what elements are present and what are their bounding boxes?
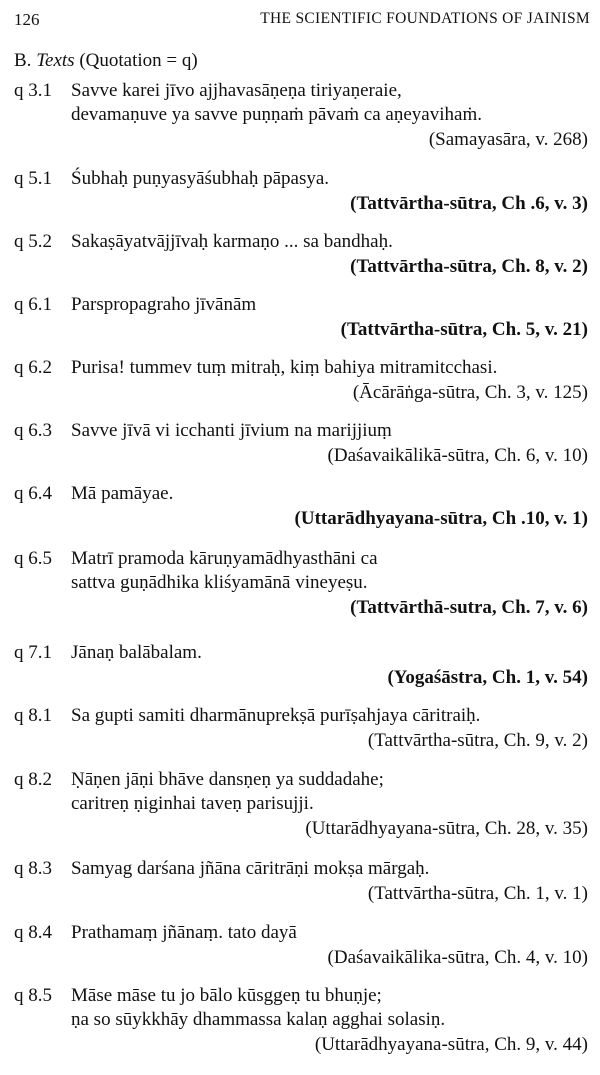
quotation-line: Prathamaṃ jñānaṃ. tato dayā: [71, 922, 297, 943]
quotation-number: q 8.1: [14, 705, 52, 726]
quotation-number: q 6.4: [14, 483, 52, 504]
quotation-source: (Tattvārtha-sūtra, Ch .6, v. 3): [350, 193, 588, 214]
quotation-line: Purisa! tummev tuṃ mitraḥ, kiṃ bahiya mitramitcchasi.: [71, 357, 498, 378]
quotation-number: q 8.5: [14, 985, 52, 1006]
quotation-source: (Uttarādhyayana-sūtra, Ch. 9, v. 44): [314, 1034, 588, 1055]
quotation-number: q 8.4: [14, 922, 52, 943]
quotation-number: q 5.1: [14, 168, 52, 189]
quotation-source: (Tattvārtha-sūtra, Ch. 9, v. 2): [367, 730, 588, 751]
quotation-entry: [14, 79, 588, 152]
quotation-line: Parspropagraho jīvānām: [71, 294, 257, 315]
quotation-source: (Uttarādhyayana-sūtra, Ch. 28, v. 35): [305, 818, 588, 839]
quotation-source: (Uttarādhyayana-sūtra, Ch .10, v. 1): [294, 508, 588, 529]
page-number: 126: [14, 10, 40, 29]
quotation-entry: [14, 921, 588, 970]
quotation-source: (Tattvārtha-sūtra, Ch. 5, v. 21): [340, 319, 588, 340]
quotation-source: (Yogaśāstra, Ch. 1, v. 54): [387, 667, 588, 688]
quotation-entry: [14, 704, 588, 753]
quotation-source: (Ācārāṅga-sūtra, Ch. 3, v. 125): [352, 382, 588, 403]
quotation-entry: [14, 547, 588, 620]
quotation-line: Śubhaḥ puṇyasyāśubhaḥ pāpasya.: [71, 168, 330, 189]
quotation-source: (Daśavaikālikā-sūtra, Ch. 6, v. 10): [327, 445, 588, 466]
quotation-line: Ṇāṇen jāṇi bhāve dansṇeṇ ya suddadahe;: [71, 769, 384, 790]
quotation-entry: [14, 768, 588, 841]
quotation-line: devamaṇuve ya savve puṇṇaṁ pāvaṁ ca aṇeyavihaṁ.: [71, 104, 482, 125]
quotation-source: (Tattvārthā-sutra, Ch. 7, v. 6): [350, 597, 588, 618]
quotation-line: Jānaṇ balābalam.: [71, 642, 202, 663]
section-heading: [14, 50, 198, 72]
quotation-entry: [14, 293, 588, 342]
quotation-number: q 7.1: [14, 642, 52, 663]
quotation-entry: [14, 167, 588, 216]
quotation-source: (Tattvārtha-sūtra, Ch. 8, v. 2): [350, 256, 588, 277]
quotation-line: Māse māse tu jo bālo kūsggeṇ tu bhuṇje;: [71, 985, 382, 1006]
quotation-number: q 6.1: [14, 294, 52, 315]
quotation-source: (Samayasāra, v. 268): [428, 129, 588, 150]
section-note: (Quotation = q): [79, 50, 198, 71]
quotation-number: q 6.3: [14, 420, 52, 441]
quotation-line: Savve jīvā vi icchanti jīvium na marijjiuṃ: [71, 420, 392, 441]
section-title: Texts: [36, 50, 75, 71]
quotation-line: caritreṇ ṇiginhai taveṇ parisujji.: [71, 793, 314, 814]
quotation-source: (Tattvārtha-sūtra, Ch. 1, v. 1): [367, 883, 588, 904]
quotation-line: Sakaṣāyatvājjīvaḥ karmaṇo ... sa bandhaḥ.: [71, 231, 393, 252]
quotation-line: ṇa so sūykkhāy dhammassa kalaṇ agghai solasiṇ.: [71, 1009, 446, 1030]
quotation-line: Samyag darśana jñāna cāritrāṇi mokṣa mārgaḥ.: [71, 858, 430, 879]
quotation-line: Sa gupti samiti dharmānuprekṣā purīṣahjaya cāritraiḥ.: [71, 705, 481, 726]
quotation-number: q 6.5: [14, 548, 52, 569]
quotation-entry: [14, 482, 588, 531]
quotation-number: q 8.2: [14, 769, 52, 790]
quotation-entry: [14, 641, 588, 690]
running-title: THE SCIENTIFIC FOUNDATIONS OF JAINISM: [260, 10, 590, 27]
quotation-entry: [14, 857, 588, 906]
quotation-number: q 8.3: [14, 858, 52, 879]
page-header: [14, 6, 590, 32]
quotation-source: (Daśavaikālika-sūtra, Ch. 4, v. 10): [327, 947, 588, 968]
quotation-line: Mā pamāyae.: [71, 483, 174, 504]
quotation-entry: [14, 356, 588, 405]
quotation-entry: [14, 230, 588, 279]
quotation-number: q 5.2: [14, 231, 52, 252]
quotation-line: sattva guṇādhika kliśyamānā vineyeṣu.: [71, 572, 368, 593]
quotation-line: Matrī pramoda kāruṇyamādhyasthāni ca: [71, 548, 378, 569]
quotation-entry: [14, 419, 588, 468]
quotation-number: q 3.1: [14, 80, 52, 101]
quotation-entry: [14, 984, 588, 1057]
quotation-line: Savve karei jīvo ajjhavasāṇeṇa tiriyaṇeraie,: [71, 80, 402, 101]
quotation-number: q 6.2: [14, 357, 52, 378]
section-letter: B.: [14, 50, 32, 71]
